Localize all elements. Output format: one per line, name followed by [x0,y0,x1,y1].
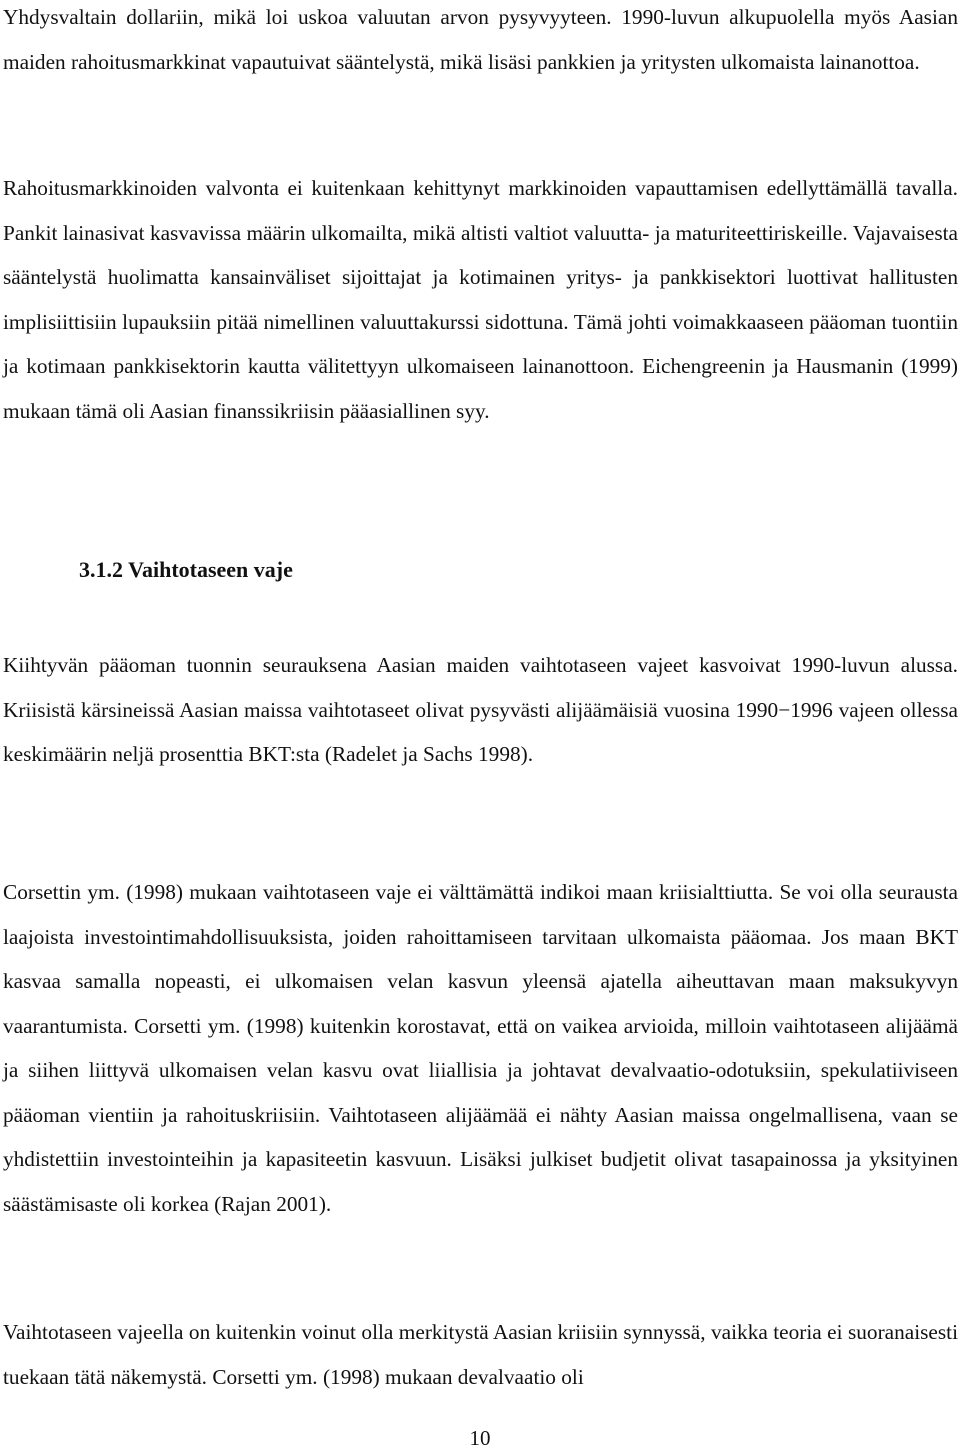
paragraph-financial-supervision: Rahoitusmarkkinoiden valvonta ei kuitenkaan kehittynyt markkinoiden vapauttamisen edellyttämällä tavalla. Pankit lainasivat kasvavissa määrin ulkomailta, mikä altisti valtiot valuutta- ja maturiteettiriskeille. Vajavaisesta sääntelystä huolimatta kansainväliset sijoittajat ja kotimainen yritys- ja pankkisektori luottivat hallitusten implisiittisiin lupauksiin pitää nimellinen valuuttakurssi sidottuna. Tämä johti voimakkaaseen pääoman tuontiin ja kotimaan pankkisektorin kautta välitettyyn ulkomaiseen lainanottoon. Eichengreenin ja Hausmanin (1999) mukaan tämä oli Aasian finanssikriisin pääasiallinen syy. [3,176,958,423]
paragraph-deficit-significance: Vaihtotaseen vajeella on kuitenkin voinut olla merkitystä Aasian kriisiin synnyssä, vaikka teoria ei suoranaisesti tuekaan tätä näkemystä. Corsetti ym. (1998) mukaan devalvaatio oli [3,1320,958,1389]
section-heading: 3.1.2 Vaihtotaseen vaje [79,557,293,582]
paragraph-corsetti-analysis: Corsettin ym. (1998) mukaan vaihtotaseen vaje ei välttämättä indikoi maan kriisialttiutta. Se voi olla seurausta laajoista investointimahdollisuuksista, joiden rahoittamiseen tarvitaan ulkomaista pääomaa. Jos maan BKT kasvaa samalla nopeasti, ei ulkomaisen velan kasvun yleensä ajatella aiheuttavan maan maksukyvyn vaarantumista. Corsetti ym. (1998) kuitenkin korostavat, että on vaikea arvioida, milloin vaihtotaseen alijäämä ja siihen liittyvä ulkomaisen velan kasvu ovat liiallisia ja johtavat devalvaatio-odotuksiin, spekulatiiviseen pääoman vientiin ja rahoituskriisiin. Vaihtotaseen alijäämää ei nähty Aasian maissa ongelmallisena, vaan se yhdistettiin investointeihin ja kapasiteetin kasvuun. Lisäksi julkiset budjetit olivat tasapainossa ja yksityinen säästämisaste oli korkea (Rajan 2001). [3,880,958,1216]
paragraph-current-account-deficits: Kiihtyvän pääoman tuonnin seurauksena Aasian maiden vaihtotaseen vajeet kasvoivat 1990-luvun alussa. Kriisistä kärsineissä Aasian maissa vaihtotaseet olivat pysyvästi alijäämäisiä vuosina 1990−1996 vajeen ollessa keskimäärin neljä prosenttia BKT:sta (Radelet ja Sachs 1998). [3,653,958,766]
paragraph-capital-markets-liberalization: Yhdysvaltain dollariin, mikä loi uskoa valuutan arvon pysyvyyteen. 1990-luvun alkupuolella myös Aasian maiden rahoitusmarkkinat vapautuivat sääntelystä, mikä lisäsi pankkien ja yritysten ulkomaista lainanottoa. [3,5,958,74]
page-number: 10 [469,1426,491,1450]
